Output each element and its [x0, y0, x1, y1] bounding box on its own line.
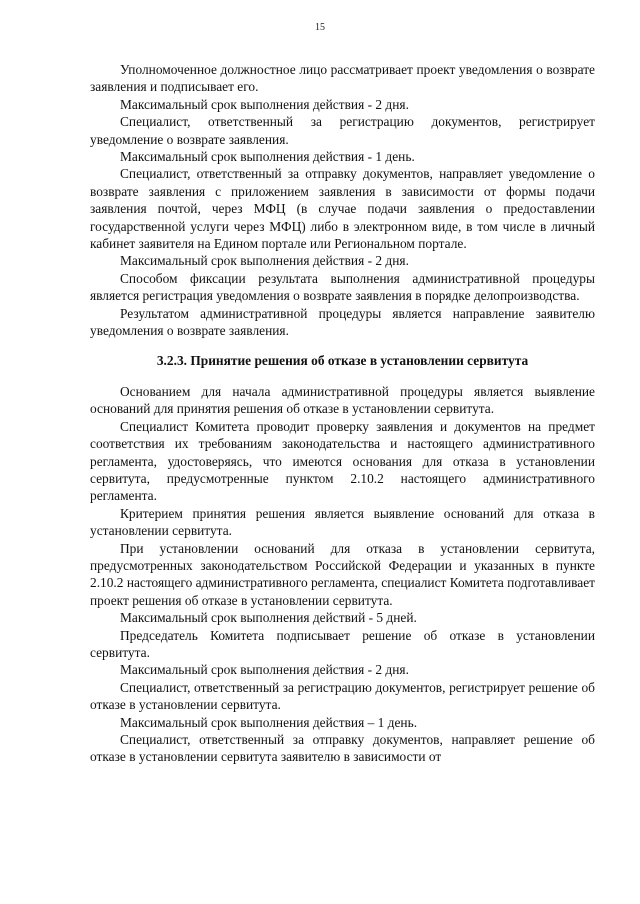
- paragraph: При установлении оснований для отказа в установлении сервитута, предусмотренных законодательством Российской Федерации и указанных в пункте 2.10.2 настоящего административного регламента, специалист Комитета подготавливает проект решения об отказе в установлении сервитута.: [90, 540, 595, 608]
- paragraph: Максимальный срок выполнения действий - 5 дней.: [120, 610, 417, 626]
- paragraph: Уполномоченное должностное лицо рассматривает проект уведомления о возврате заявления и подписывает его.: [90, 62, 595, 95]
- paragraph: Основанием для начала административной процедуры является выявление оснований для принятия решения об отказе в установлении сервитута.: [90, 383, 595, 417]
- paragraph: Максимальный срок выполнения действия - 2 дня.: [120, 253, 409, 269]
- page-number: 15: [315, 22, 325, 33]
- paragraph: Специалист, ответственный за отправку документов, направляет решение об отказе в установлении сервитута заявителю в зависимости от: [90, 732, 595, 765]
- paragraph: Результатом административной процедуры является направление заявителю уведомления о возврате заявления.: [90, 305, 595, 339]
- paragraph: Специалист, ответственный за отправку документов, направляет уведомление о возврате заявления с приложением заявления в зависимости от формы подачи заявления почтой, через МФЦ (в случае подачи заявления о предоставлении государственной услуги через МФЦ) либо в электронном виде, в том числе в личный кабинет заявителя на Едином портале или Региональном портале.: [90, 166, 595, 252]
- section-heading: 3.2.3. Принятие решения об отказе в установлении сервитута: [156, 352, 529, 368]
- paragraph: Специалист, ответственный за регистрацию документов, регистрирует уведомление о возврате заявления.: [90, 114, 595, 147]
- paragraph: Максимальный срок выполнения действия – 1 день.: [120, 714, 418, 730]
- paragraph: Способом фиксации результата выполнения административной процедуры является регистрация уведомления о возврате заявления в порядке делопроизводства.: [90, 270, 595, 304]
- paragraph: Максимальный срок выполнения действия - 2 дня.: [120, 662, 409, 678]
- paragraph: Председатель Комитета подписывает решение об отказе в установлении сервитута.: [90, 627, 595, 660]
- paragraph: Специалист, ответственный за регистрацию документов, регистрирует решение об отказе в установлении сервитута.: [90, 679, 595, 713]
- paragraph: Критерием принятия решения является выявление оснований для отказа в установлении сервитута.: [90, 505, 595, 539]
- paragraph: Максимальный срок выполнения действия - 1 день.: [120, 149, 415, 165]
- paragraph: Максимальный срок выполнения действия - 2 дня.: [120, 96, 409, 112]
- paragraph: Специалист Комитета проводит проверку заявления и документов на предмет соответствия их требованиям законодательства и настоящего административного регламента, удостоверяясь, что имеются основания для отказа в установлении сервитута, предусмотренные пунктом 2.10.2 настоящего административного регламента.: [90, 418, 595, 504]
- document-body: [90, 61, 595, 766]
